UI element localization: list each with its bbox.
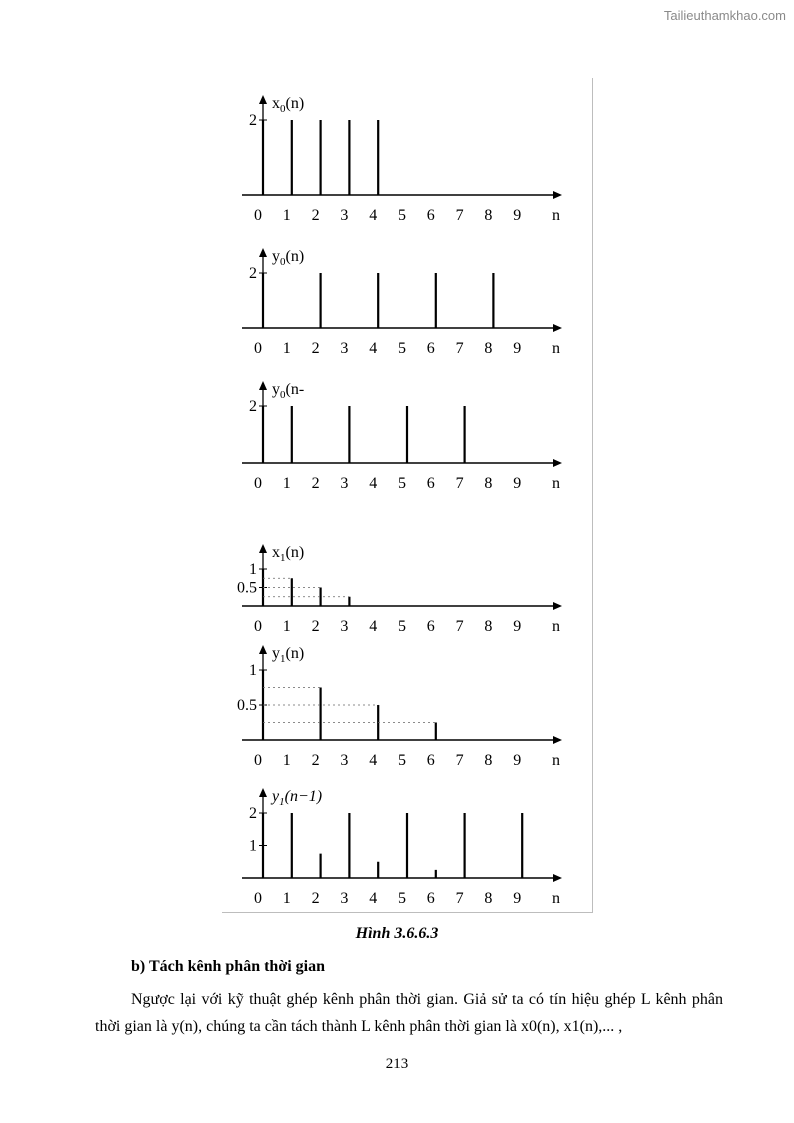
x-tick-label: 1 <box>282 890 291 907</box>
x-axis-arrow <box>553 324 562 332</box>
x-tick-label: 5 <box>398 207 406 224</box>
y-tick-label: 1 <box>249 662 257 679</box>
x-tick-label: 7 <box>455 890 464 907</box>
x-tick-label: n <box>552 340 560 357</box>
body-paragraph: Ngược lại với kỹ thuật ghép kênh phân thời gian. Giả sử ta có tín hiệu ghép L kênh phân thời gian là y(n), chúng ta cần tách thành L kênh phân thời gian là x0(n), x1(n),... , <box>95 991 723 1035</box>
x-tick-label: 4 <box>369 475 378 492</box>
stem-plot-5 <box>242 788 562 907</box>
section-heading: b) Tách kênh phân thời gian <box>131 958 325 975</box>
x-tick-label: 7 <box>455 618 464 635</box>
x-tick-label: 3 <box>340 475 349 492</box>
y-axis-arrow <box>259 381 267 390</box>
x-axis-arrow <box>553 602 562 610</box>
x-axis-arrow <box>553 459 562 467</box>
y-tick-label: 2 <box>249 112 257 129</box>
y-tick-label: 1 <box>249 837 257 855</box>
x-tick-label: 8 <box>484 207 493 224</box>
y-tick-label: 2 <box>249 265 257 282</box>
x-tick-label: 6 <box>426 340 435 357</box>
x-tick-label: 2 <box>311 340 320 357</box>
x-tick-label: 9 <box>513 340 522 357</box>
signal-label: $x_0(n)$ <box>272 95 305 115</box>
x-tick-label: 7 <box>455 475 464 492</box>
x-tick-label: 6 <box>426 890 435 907</box>
signal-label: $y_1(n-1)$ <box>272 788 323 808</box>
stem-plot-3 <box>237 544 562 635</box>
y-tick-label: 0.5 <box>237 579 257 597</box>
x-tick-label: 7 <box>455 340 464 357</box>
stem-plot-0 <box>242 95 562 224</box>
stem-plot-2 <box>242 381 562 492</box>
y-axis-arrow <box>259 645 267 654</box>
x-tick-label: 3 <box>340 618 349 635</box>
x-tick-label: 1 <box>282 340 291 357</box>
x-tick-label: 5 <box>398 340 406 357</box>
x-tick-label: 4 <box>369 340 378 357</box>
x-tick-label: 2 <box>311 890 320 907</box>
y-tick-label: 0.5 <box>237 697 257 714</box>
y-axis-arrow <box>259 248 267 257</box>
x-tick-label: n <box>552 752 560 769</box>
y-axis-arrow <box>259 788 267 797</box>
x-tick-label: 4 <box>369 618 378 635</box>
x-tick-label: 5 <box>398 618 406 635</box>
x-tick-label: 1 <box>282 475 291 492</box>
x-tick-label: 3 <box>340 340 349 357</box>
page-number: 213 <box>385 1056 409 1072</box>
x-tick-label: 9 <box>513 890 522 907</box>
figure <box>222 78 593 913</box>
y-axis-arrow <box>259 95 267 104</box>
x-tick-label: 5 <box>398 475 406 492</box>
x-tick-label: 5 <box>398 752 406 769</box>
x-tick-label: 6 <box>426 475 435 492</box>
x-tick-label: 3 <box>340 752 349 769</box>
x-tick-label: 4 <box>369 890 378 907</box>
x-tick-label: 0 <box>254 752 262 769</box>
signal-label: $y_0(n)$ <box>272 248 305 268</box>
x-tick-label: 2 <box>311 618 320 635</box>
x-tick-label: 7 <box>455 207 464 224</box>
x-tick-label: 6 <box>426 207 435 224</box>
stem-plot-4 <box>237 645 562 769</box>
x-tick-label: 1 <box>282 618 291 635</box>
x-tick-label: 1 <box>282 752 291 769</box>
x-tick-label: n <box>552 618 560 635</box>
x-tick-label: 6 <box>426 618 435 635</box>
x-tick-label: 0 <box>254 207 262 224</box>
x-tick-label: 2 <box>311 475 320 492</box>
figure-caption: Hình 3.6.6.3 <box>355 925 439 942</box>
x-tick-label: 8 <box>484 890 493 907</box>
signal-label: $y_0(n-$ <box>272 381 305 401</box>
signal-label: $y_1(n)$ <box>272 645 305 665</box>
y-tick-label: 1 <box>249 561 257 578</box>
x-axis-arrow <box>553 874 562 882</box>
stem-plots <box>222 78 592 912</box>
x-axis-arrow <box>553 736 562 744</box>
x-tick-label: 8 <box>484 752 493 769</box>
x-tick-label: n <box>552 207 560 224</box>
x-tick-label: 3 <box>340 890 349 907</box>
x-tick-label: 8 <box>484 340 493 357</box>
x-tick-label: n <box>552 890 560 907</box>
x-tick-label: 7 <box>455 752 464 769</box>
x-tick-label: 9 <box>513 752 522 769</box>
x-tick-label: 9 <box>513 618 522 635</box>
y-tick-label: 2 <box>249 805 257 822</box>
x-tick-label: 1 <box>282 207 291 224</box>
x-tick-label: 9 <box>513 207 522 224</box>
watermark: Tailieuthamkhao.com <box>663 8 786 23</box>
x-tick-label: 0 <box>254 618 262 635</box>
x-tick-label: 5 <box>398 890 406 907</box>
x-tick-label: 2 <box>311 752 320 769</box>
x-tick-label: 9 <box>513 475 522 492</box>
x-axis-arrow <box>553 191 562 199</box>
x-tick-label: 8 <box>484 475 493 492</box>
x-tick-label: 2 <box>311 207 320 224</box>
x-tick-label: n <box>552 475 560 492</box>
x-tick-label: 0 <box>254 890 262 907</box>
x-tick-label: 0 <box>254 340 262 357</box>
y-axis-arrow <box>259 544 267 553</box>
signal-label: $x_1(n)$ <box>272 544 305 564</box>
x-tick-label: 6 <box>426 752 435 769</box>
x-tick-label: 8 <box>484 618 493 635</box>
x-tick-label: 4 <box>369 752 378 769</box>
x-tick-label: 0 <box>254 475 262 492</box>
y-tick-label: 2 <box>249 398 257 415</box>
x-tick-label: 4 <box>369 207 378 224</box>
stem-plot-1 <box>242 248 562 357</box>
x-tick-label: 3 <box>340 207 349 224</box>
